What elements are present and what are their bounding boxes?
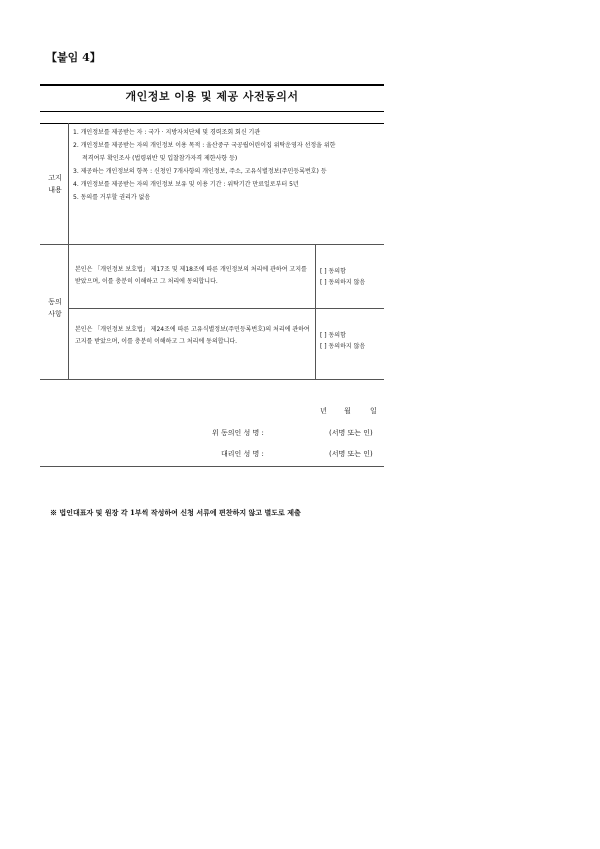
options-column-divider [315,244,316,379]
label-column-divider [68,123,69,379]
attachment-label: 【붙임 4】 [46,51,101,64]
date-year: 년 [320,407,327,415]
table-bottom-line [40,379,384,380]
submission-footnote: ※ 법인대표자 및 원장 각 1부씩 작성하여 신청 서류에 편찬하지 않고 별도로 제출 [50,508,301,517]
title-bottom-rule [40,111,384,112]
consent-row-2-text: 본인은 「개인정보 보호법」 제24조에 따른 고유식별정보(주민등록번호)의 처리에 관하여 고지를 받았으며, 이를 충분히 이해하고 그 처리에 동의합니다. [75,326,310,345]
disagree-checkbox[interactable]: [ ] 동의하지 않음 [320,343,366,350]
consenter-signature-field[interactable]: (서명 또는 인) [329,429,373,437]
notice-label [44,172,66,196]
disagree-checkbox[interactable]: [ ] 동의하지 않음 [320,279,366,286]
table-top-line [40,123,384,124]
agent-name-label: 대리인 성 명 : [221,450,264,458]
signature-bottom-line [40,466,384,467]
title-top-rule [40,84,384,86]
consent-row-1-text: 본인은 「개인정보 보호법」 제17조 및 제18조에 따른 개인정보의 처리에 관하여 고지를 받았으며, 이를 충분히 이해하고 그 처리에 동의합니다. [75,266,307,285]
notice-list [73,128,383,206]
notice-item: 5. 동의를 거부할 권리가 없음 [73,194,151,201]
notice-consent-divider [40,244,384,245]
date-month: 월 [344,407,351,415]
consent-label-line-1: 동의 [48,298,62,306]
consent-label [44,296,66,320]
agree-checkbox[interactable]: [ ] 동의함 [320,268,346,275]
consent-label-line-2: 사항 [48,310,62,318]
consent-row-2-options [320,330,365,352]
notice-item: 4. 개인정보를 제공받는 자의 개인정보 보유 및 이용 기간 : 위탁기간 만료일로부터 5년 [73,181,299,188]
form-title: 개인정보 이용 및 제공 사전동의서 [125,90,299,103]
consent-row-divider [68,308,384,309]
date-day: 일 [370,407,377,415]
notice-label-line-1: 고지 [48,174,62,182]
notice-item: 2. 개인정보를 제공받는 자의 개인정보 이용 목적 : 울산중구 국공립어린이집 위탁운영자 선정을 위한 [73,142,336,149]
agree-checkbox[interactable]: [ ] 동의함 [320,332,346,339]
notice-item: 1. 개인정보를 제공받는 자 : 국가 · 지방자치단체 및 경력조회 회신 기관 [73,129,261,136]
notice-item: 3. 제공하는 개인정보의 항목 : 신청인 7개사항의 개인정보, 주소, 고유식별정보(주민등록번호) 등 [73,168,327,175]
notice-item: 적격여부 확인조사 (법령위반 및 입찰참가자격 제한사항 등) [82,155,238,162]
consenter-name-label: 위 동의인 성 명 : [212,429,264,437]
consent-row-1-options [320,266,365,288]
notice-label-line-2: 내용 [48,186,62,194]
agent-signature-field[interactable]: (서명 또는 인) [329,450,373,458]
